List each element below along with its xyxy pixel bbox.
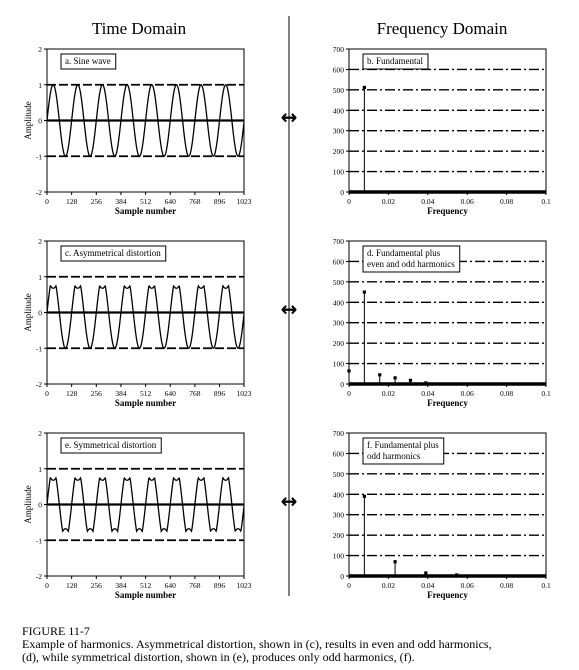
x-tick-label: 0.06 bbox=[460, 389, 474, 398]
x-tick-label: 0 bbox=[45, 389, 49, 398]
x-tick-label: 384 bbox=[115, 197, 127, 206]
x-tick-label: 0.04 bbox=[421, 581, 435, 590]
y-tick-label: 400 bbox=[332, 490, 344, 500]
x-tick-label: 128 bbox=[66, 581, 78, 590]
spectrum-point bbox=[393, 376, 396, 379]
spectrum-point bbox=[363, 290, 366, 293]
panel-label-text: even and odd harmonics bbox=[367, 259, 455, 269]
y-tick-label: 600 bbox=[332, 65, 344, 75]
y-tick-label: 200 bbox=[332, 531, 344, 541]
x-tick-label: 128 bbox=[66, 389, 78, 398]
x-tick-label: 640 bbox=[164, 389, 176, 398]
panel-label-text: odd harmonics bbox=[367, 451, 421, 461]
x-tick-label: 768 bbox=[189, 581, 201, 590]
y-tick-label: 100 bbox=[332, 359, 344, 369]
y-tick-label: 0 bbox=[340, 188, 344, 197]
x-tick-label: 0 bbox=[347, 389, 351, 398]
y-tick-label: 200 bbox=[332, 147, 344, 157]
x-tick-label: 0.06 bbox=[460, 581, 474, 590]
panel-label-text: b. Fundamental bbox=[367, 56, 423, 66]
x-tick-label: 0.08 bbox=[500, 389, 514, 398]
y-tick-label: 400 bbox=[332, 298, 344, 308]
x-axis-title: Sample number bbox=[114, 206, 177, 216]
x-tick-label: 0.02 bbox=[381, 197, 395, 206]
y-tick-label: -1 bbox=[35, 152, 42, 162]
x-tick-label: 640 bbox=[164, 197, 176, 206]
plot-frame bbox=[349, 49, 546, 192]
x-tick-label: 896 bbox=[213, 197, 226, 206]
x-tick-label: 256 bbox=[90, 581, 102, 590]
x-tick-label: 256 bbox=[90, 197, 102, 206]
y-axis-title: Amplitude bbox=[23, 485, 33, 524]
y-tick-label: 300 bbox=[332, 510, 344, 520]
x-tick-label: 0 bbox=[45, 197, 49, 206]
spectrum-point bbox=[455, 573, 458, 576]
x-tick-label: 512 bbox=[139, 581, 152, 590]
x-tick-label: 0 bbox=[347, 197, 351, 206]
spectrum-point bbox=[424, 381, 427, 384]
x-axis-title: Sample number bbox=[114, 398, 177, 408]
x-tick-label: 0.06 bbox=[460, 197, 474, 206]
x-tick-label: 0.08 bbox=[500, 197, 514, 206]
y-tick-label: 0 bbox=[38, 308, 42, 318]
x-tick-label: 0.1 bbox=[541, 581, 551, 590]
spectrum-point bbox=[378, 373, 381, 376]
arrow-icon: ↔ bbox=[280, 489, 298, 513]
y-tick-label: 2 bbox=[38, 237, 42, 246]
x-tick-label: 256 bbox=[90, 389, 102, 398]
spectrum-point bbox=[363, 86, 366, 89]
y-tick-label: 100 bbox=[332, 167, 344, 177]
panel-label-text: e. Symmetrical distortion bbox=[65, 440, 157, 450]
y-tick-label: 500 bbox=[332, 277, 344, 287]
y-tick-label: -1 bbox=[35, 344, 42, 354]
spectrum-point bbox=[409, 379, 412, 382]
chart-panel bbox=[333, 429, 551, 600]
x-tick-label: 768 bbox=[189, 389, 201, 398]
y-tick-label: 300 bbox=[332, 126, 344, 136]
x-tick-label: 0.04 bbox=[421, 389, 435, 398]
panel-label bbox=[61, 54, 116, 69]
x-tick-label: 0.02 bbox=[381, 389, 395, 398]
x-axis-title: Sample number bbox=[114, 590, 177, 600]
x-tick-label: 384 bbox=[115, 389, 127, 398]
chart-panel bbox=[23, 237, 252, 408]
panel-label bbox=[61, 438, 161, 453]
y-tick-label: 0 bbox=[38, 116, 42, 126]
x-tick-label: 0.1 bbox=[541, 389, 551, 398]
y-tick-label: 2 bbox=[38, 45, 42, 54]
y-tick-label: 1 bbox=[38, 464, 42, 474]
y-tick-label: 1 bbox=[38, 80, 42, 90]
x-tick-label: 1023 bbox=[236, 197, 252, 206]
x-tick-label: 0.08 bbox=[500, 581, 514, 590]
spectrum-point bbox=[424, 571, 427, 574]
x-tick-label: 0.02 bbox=[381, 581, 395, 590]
panel-label-text: f. Fundamental plus bbox=[367, 440, 439, 450]
x-axis-title: Frequency bbox=[427, 590, 468, 600]
spectrum-point bbox=[393, 560, 396, 563]
x-tick-label: 768 bbox=[189, 197, 201, 206]
x-axis-title: Frequency bbox=[427, 398, 468, 408]
panel-label-text: c. Asymmetrical distortion bbox=[65, 248, 161, 258]
chart-panel bbox=[23, 45, 252, 216]
x-tick-label: 0.1 bbox=[541, 197, 551, 206]
chart-panel bbox=[333, 45, 551, 216]
panel-label bbox=[363, 54, 428, 69]
chart-panel bbox=[23, 429, 252, 600]
y-tick-label: 0 bbox=[340, 380, 344, 389]
x-tick-label: 512 bbox=[139, 389, 152, 398]
x-tick-label: 1023 bbox=[236, 581, 252, 590]
arrow-icon: ↔ bbox=[280, 297, 298, 321]
x-tick-label: 128 bbox=[66, 197, 78, 206]
y-tick-label: -2 bbox=[35, 572, 42, 581]
y-tick-label: 200 bbox=[332, 339, 344, 349]
y-tick-label: 700 bbox=[332, 237, 344, 246]
chart-panel bbox=[333, 237, 551, 408]
x-axis-title: Frequency bbox=[427, 206, 468, 216]
y-tick-label: 100 bbox=[332, 551, 344, 561]
y-tick-label: 1 bbox=[38, 272, 42, 282]
panel-label bbox=[363, 246, 460, 272]
y-axis-title: Amplitude bbox=[23, 101, 33, 140]
x-tick-label: 896 bbox=[213, 389, 226, 398]
panel-label bbox=[363, 438, 444, 464]
heading-time-domain: Time Domain bbox=[91, 19, 187, 38]
panel-label-text: a. Sine wave bbox=[65, 56, 111, 66]
spectrum-point bbox=[347, 369, 350, 372]
y-tick-label: 2 bbox=[38, 429, 42, 438]
x-tick-label: 384 bbox=[115, 581, 127, 590]
panel-label bbox=[61, 246, 166, 261]
y-tick-label: 400 bbox=[332, 106, 344, 116]
x-tick-label: 0 bbox=[347, 581, 351, 590]
panel-label-text: d. Fundamental plus bbox=[367, 248, 441, 258]
y-tick-label: 300 bbox=[332, 318, 344, 328]
y-tick-label: 0 bbox=[340, 572, 344, 581]
y-tick-label: 0 bbox=[38, 500, 42, 510]
x-tick-label: 512 bbox=[139, 197, 152, 206]
y-tick-label: 500 bbox=[332, 85, 344, 95]
y-tick-label: -1 bbox=[35, 536, 42, 546]
x-tick-label: 896 bbox=[213, 581, 226, 590]
y-tick-label: 600 bbox=[332, 449, 344, 459]
y-tick-label: 700 bbox=[332, 429, 344, 438]
caption-line-2: (d), while symmetrical distortion, shown in (e), produces only odd harmonics, (f). bbox=[22, 650, 415, 664]
spectrum-point bbox=[363, 495, 366, 498]
y-tick-label: -2 bbox=[35, 380, 42, 389]
y-tick-label: 700 bbox=[332, 45, 344, 54]
waveform-line bbox=[47, 286, 244, 348]
y-axis-title: Amplitude bbox=[23, 293, 33, 332]
x-tick-label: 0.04 bbox=[421, 197, 435, 206]
heading-frequency-domain: Frequency Domain bbox=[376, 19, 508, 38]
y-tick-label: 600 bbox=[332, 257, 344, 267]
x-tick-label: 1023 bbox=[236, 389, 252, 398]
figure-number: FIGURE 11-7 bbox=[22, 624, 90, 638]
y-tick-label: 500 bbox=[332, 469, 344, 479]
y-tick-label: -2 bbox=[35, 188, 42, 197]
x-tick-label: 640 bbox=[164, 581, 176, 590]
arrow-icon: ↔ bbox=[280, 105, 298, 129]
caption-line-1: Example of harmonics. Asymmetrical distortion, shown in (c), results in even and odd harmonics, bbox=[22, 637, 492, 651]
x-tick-label: 0 bbox=[45, 581, 49, 590]
